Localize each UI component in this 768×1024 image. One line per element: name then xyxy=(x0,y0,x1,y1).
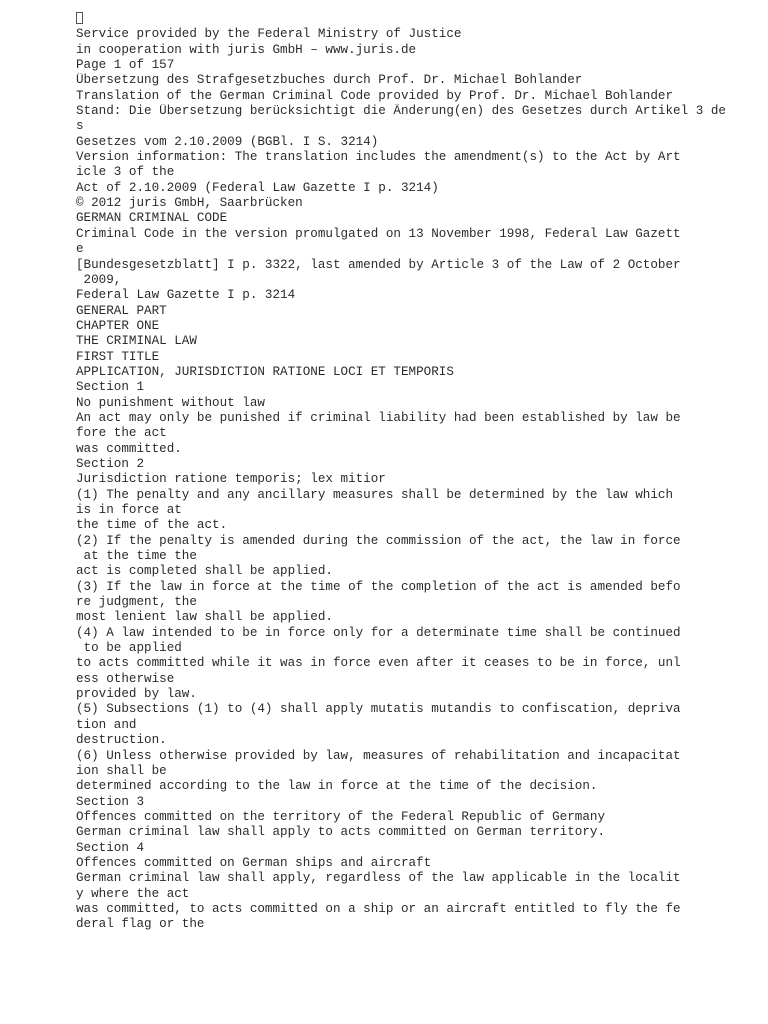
doc-line: Translation of the German Criminal Code provided by Prof. Dr. Michael Bohlander xyxy=(76,88,674,103)
doc-line: Service provided by the Federal Ministry of Justice xyxy=(76,27,462,42)
doc-line: was committed, to acts committed on a ship or an aircraft entitled to fly the fe xyxy=(76,901,681,916)
doc-line: German criminal law shall apply, regardless of the law applicable in the localit xyxy=(76,871,681,886)
doc-line: (1) The penalty and any ancillary measures shall be determined by the law which xyxy=(76,487,674,502)
doc-line: re judgment, the xyxy=(76,595,197,610)
doc-line: German criminal law shall apply to acts committed on German territory. xyxy=(76,825,606,840)
document-text xyxy=(76,12,756,933)
chapter-title: THE CRIMINAL LAW xyxy=(76,334,197,349)
doc-line: [Bundesgesetzblatt] I p. 3322, last amended by Article 3 of the Law of 2 October xyxy=(76,257,681,272)
doc-line: to be applied xyxy=(76,641,182,656)
doc-line: act is completed shall be applied. xyxy=(76,564,333,579)
section-heading: Section 3 xyxy=(76,794,145,809)
doc-line: Version information: The translation includes the amendment(s) to the Act by Art xyxy=(76,150,681,165)
section-title: Offences committed on German ships and aircraft xyxy=(76,855,432,870)
title-heading: FIRST TITLE xyxy=(76,349,160,364)
doc-line: provided by law. xyxy=(76,687,197,702)
section-heading: Section 2 xyxy=(76,456,145,471)
doc-line: icle 3 of the xyxy=(76,165,175,180)
doc-line: most lenient law shall be applied. xyxy=(76,610,333,625)
doc-line: was committed. xyxy=(76,441,182,456)
chapter-heading: CHAPTER ONE xyxy=(76,318,160,333)
doc-line: An act may only be punished if criminal liability had been established by law be xyxy=(76,410,681,425)
doc-line: Federal Law Gazette I p. 3214 xyxy=(76,288,296,303)
doc-line: determined according to the law in force at the time of the decision. xyxy=(76,779,598,794)
doc-line: (3) If the law in force at the time of the completion of the act is amended befo xyxy=(76,579,681,594)
doc-line: Gesetzes vom 2.10.2009 (BGBl. I S. 3214) xyxy=(76,134,379,149)
missing-glyph-icon xyxy=(76,12,756,27)
doc-line: s xyxy=(76,119,84,134)
section-title: No punishment without law xyxy=(76,395,265,410)
doc-line: ion shall be xyxy=(76,763,167,778)
doc-line: fore the act xyxy=(76,426,167,441)
doc-line: destruction. xyxy=(76,733,167,748)
doc-line: is in force at xyxy=(76,503,182,517)
doc-line: Übersetzung des Strafgesetzbuches durch Prof. Dr. Michael Bohlander xyxy=(76,73,583,88)
doc-line: ess otherwise xyxy=(76,671,175,686)
doc-line: Act of 2.10.2009 (Federal Law Gazette I p. 3214) xyxy=(76,180,439,195)
doc-line: deral flag or the xyxy=(76,917,205,932)
doc-line: (2) If the penalty is amended during the commission of the act, the law in force xyxy=(76,533,681,548)
doc-line: © 2012 juris GmbH, Saarbrücken xyxy=(76,196,303,211)
doc-line: Stand: Die Übersetzung berücksichtigt die Änderung(en) des Gesetzes durch Artikel 3 de xyxy=(76,104,726,119)
doc-line: at the time the xyxy=(76,549,197,564)
page-number: Page 1 of 157 xyxy=(76,58,175,73)
doc-line: in cooperation with juris GmbH – www.juris.de xyxy=(76,42,417,57)
doc-line: y where the act xyxy=(76,886,190,901)
doc-line: (5) Subsections (1) to (4) shall apply mutatis mutandis to confiscation, depriva xyxy=(76,702,681,717)
doc-line: tion and xyxy=(76,717,137,732)
part-heading: GENERAL PART xyxy=(76,303,167,318)
doc-line: Criminal Code in the version promulgated on 13 November 1998, Federal Law Gazett xyxy=(76,226,681,241)
section-heading: Section 4 xyxy=(76,840,145,855)
section-title: Offences committed on the territory of the Federal Republic of Germany xyxy=(76,809,606,824)
doc-line: the time of the act. xyxy=(76,518,228,533)
doc-line: 2009, xyxy=(76,272,122,287)
section-heading: Section 1 xyxy=(76,380,145,395)
title-name: APPLICATION, JURISDICTION RATIONE LOCI ET TEMPORIS xyxy=(76,364,454,379)
doc-line: to acts committed while it was in force even after it ceases to be in force, unl xyxy=(76,656,681,671)
doc-line: (6) Unless otherwise provided by law, measures of rehabilitation and incapacitat xyxy=(76,748,681,763)
doc-line: e xyxy=(76,242,84,257)
doc-title: GERMAN CRIMINAL CODE xyxy=(76,211,228,226)
doc-line: (4) A law intended to be in force only for a determinate time shall be continued xyxy=(76,625,681,640)
section-title: Jurisdiction ratione temporis; lex mitior xyxy=(76,472,386,487)
